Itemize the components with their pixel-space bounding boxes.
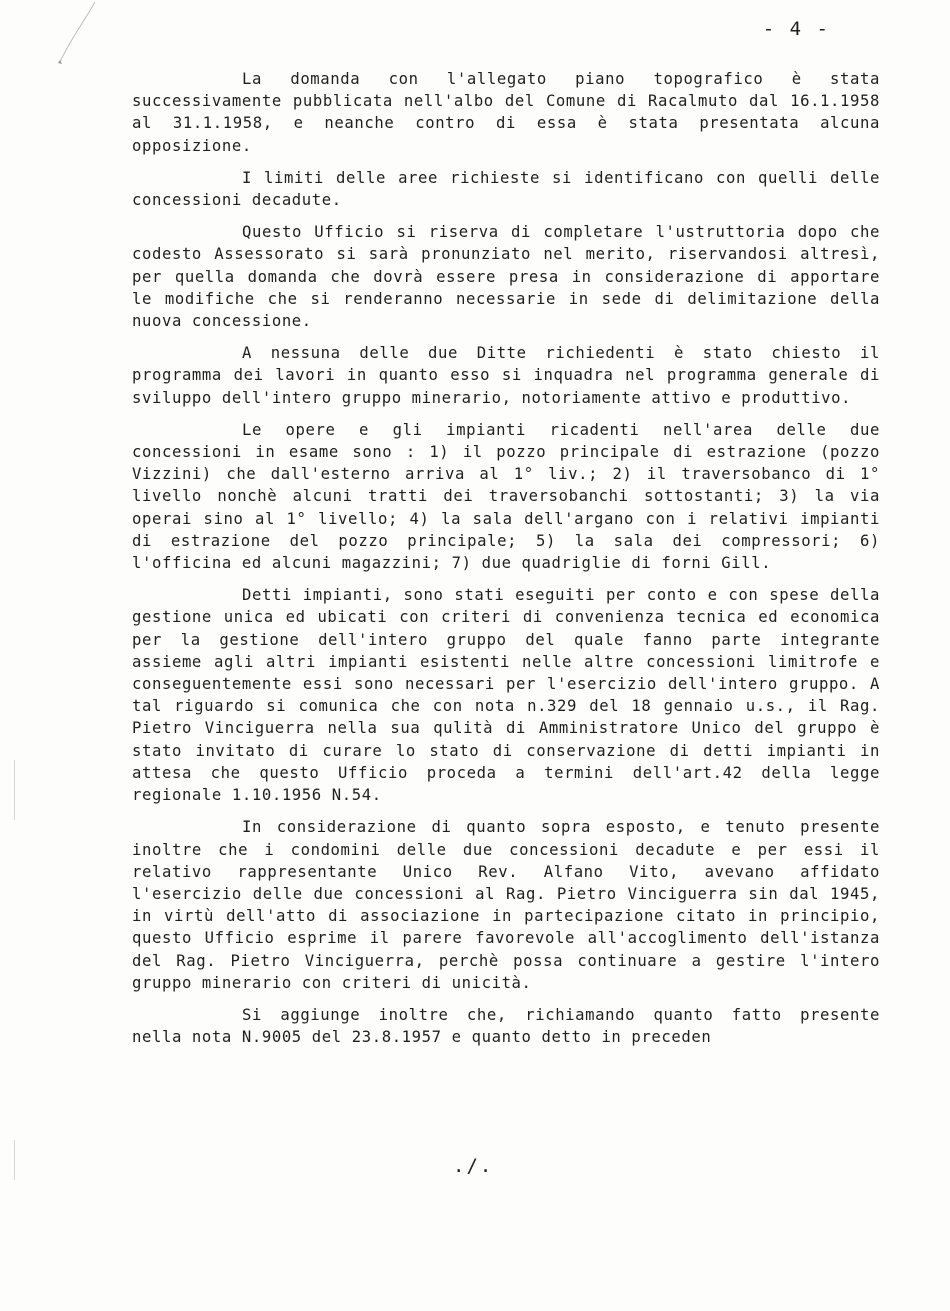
paragraph-program: A nessuna delle due Ditte richiedenti è stato chiesto il programma dei lavori in quanto esso si inquadra nel programma generale di sviluppo dell'intero gruppo minerario, notoriamente attivo e produttivo. <box>132 344 880 407</box>
page-number: - 4 - <box>762 18 830 40</box>
paragraph-limits: I limiti delle aree richieste si identificano con quelli delle concessioni decadute. <box>132 168 880 210</box>
paragraph-opinion: In considerazione di quanto sopra esposto, e tenuto presente inoltre che i condomini delle due concessioni decadute e per essi il relativo rappresentante Unico Rev. Alfano Vito, avevano affidato l'esercizio delle due concessioni al Rag. Pietro Vinciguerra sin dal 1945, in virtù dell'atto di associazione in partecipazione citato in principio, questo Ufficio esprime il parere favorevole all'accoglimento dell'istanza del Rag. Pietro Vinciguerra, perchè possa continuare a gestire l'intero gruppo minerario con criteri di unicità. <box>132 818 880 992</box>
pencil-mark-icon <box>40 0 100 70</box>
continuation-mark: ./. <box>453 1155 494 1177</box>
paragraph-works-list: Le opere e gli impianti ricadenti nell'area delle due concessioni in esame sono : 1) il pozzo principale di estrazione (pozzo Vizzini) che dall'esterno arriva al 1° liv.; 2) il traversobanco di 1° livello nonchè alcuni tratti dei traversobanchi sottostanti; 3) la via operai sino al 1° livello; 4) la sala dell'argano con i relativi impianti di estrazione del pozzo principale; 5) la sala dei compressori; 6) l'officina ed alcuni magazzini; 7) due quadriglie di forni Gill. <box>132 420 880 573</box>
paragraph-installations: Detti impianti, sono stati eseguiti per conto e con spese della gestione unica ed ubicati con criteri di convenienza tecnica ed economica per la gestione dell'intero gruppo del quale fanno parte integrante assieme agli altri impianti esistenti nelle altre concessioni limitrofe e conseguentemente essi sono necessari per l'esercizio dell'intero gruppo. A tal riguardo si comunica che con nota n.329 del 18 gennaio u.s., il Rag. Pietro Vinciguerra nella sua qulità di Amministratore Unico del gruppo è stato invitato di curare lo stato di conservazione di detti impianti in attesa che questo Ufficio proceda a termini dell'art.42 della legge regionale 1.10.1956 N.54. <box>132 586 880 805</box>
letter-body <box>132 68 880 1058</box>
paragraph-publication: La domanda con l'allegato piano topografico è stata successivamente pubblicata nell'albo del Comune di Racalmuto dal 16.1.1958 al 31.1.1958, e neanche contro di essa è stata presentata alcuna opposizione. <box>132 70 880 155</box>
margin-fold-line <box>14 1140 15 1180</box>
margin-fold-line <box>14 760 15 820</box>
paragraph-reservation: Questo Ufficio si riserva di completare l'ustruttoria dopo che codesto Assessorato si sarà pronunziato nel merito, riservandosi altresì, per quella domanda che dovrà essere presa in considerazione di apportare le modifiche che si renderanno necessarie in sede di delimitazione della nuova concessione. <box>132 223 880 331</box>
paragraph-addendum: Si aggiunge inoltre che, richiamando quanto fatto presente nella nota N.9005 del 23.8.1957 e quanto detto in preceden <box>132 1005 880 1047</box>
